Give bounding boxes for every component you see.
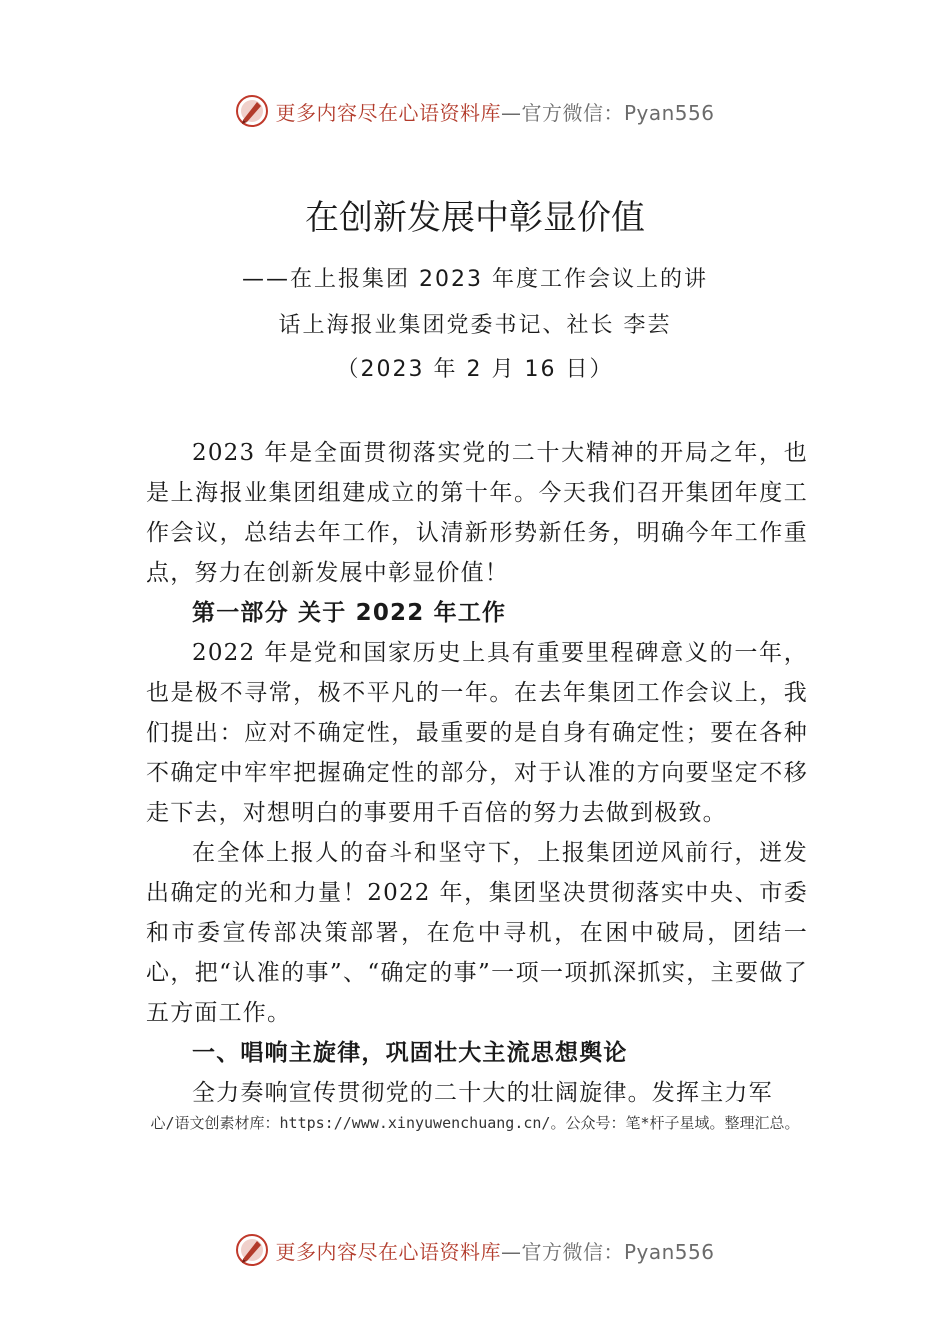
paragraph: 2023 年是全面贯彻落实党的二十大精神的开局之年，也是上海报业集团组建成立的第十年。今天我们召开集团年度工作会议，总结去年工作，认清新形势新任务，明确今年工作重点，努力在创新发展中彰显价值！ (146, 440, 808, 586)
banner-grey-text: —官方微信：Pyan556 (500, 100, 715, 125)
banner-red-text: 更多内容尽在心语资料库 (275, 100, 501, 125)
header-banner (0, 94, 950, 128)
subtitle-line-1: ——在上报集团 2023 年度工作会议上的讲 (242, 267, 708, 292)
section-heading: 一、唱响主旋律，巩固壮大主流思想舆论 (192, 1040, 628, 1066)
document-title: 在创新发展中彰显价值 (305, 198, 645, 238)
source-footnote: 心/语文创素材库：https://www.xinyuwenchuang.cn/。公众号：笔*杆子星域。整理汇总。 (150, 1114, 800, 1132)
footer-banner (0, 1233, 950, 1267)
pen-nib-logo-icon (235, 1233, 269, 1267)
banner-grey-text: —官方微信：Pyan556 (500, 1239, 715, 1264)
subtitle-line-2: 话上海报业集团党委书记、社长 李芸 (278, 313, 672, 338)
pen-nib-logo-icon (235, 94, 269, 128)
document-body (146, 433, 808, 1113)
section-heading: 第一部分 关于 2022 年工作 (192, 600, 507, 626)
paragraph: 在全体上报人的奋斗和坚守下，上报集团逆风前行，迸发出确定的光和力量！2022 年，集团坚决贯彻落实中央、市委和市委宣传部决策部署，在危中寻机，在困中破局，团结一心，把“认准的事”、“确定的事”一项一项抓深抓实，主要做了五方面工作。 (146, 840, 808, 1026)
banner-red-text: 更多内容尽在心语资料库 (275, 1239, 501, 1264)
paragraph: 2022 年是党和国家历史上具有重要里程碑意义的一年，也是极不寻常，极不平凡的一年。在去年集团工作会议上，我们提出：应对不确定性，最重要的是自身有确定性；要在各种不确定中牢牢把握确定性的部分，对于认准的方向要坚定不移走下去，对想明白的事要用千百倍的努力去做到极致。 (146, 640, 808, 826)
paragraph: 全力奏响宣传贯彻党的二十大的壮阔旋律。发挥主力军 (192, 1080, 773, 1106)
subtitle-date: （2023 年 2 月 16 日） (336, 357, 614, 382)
